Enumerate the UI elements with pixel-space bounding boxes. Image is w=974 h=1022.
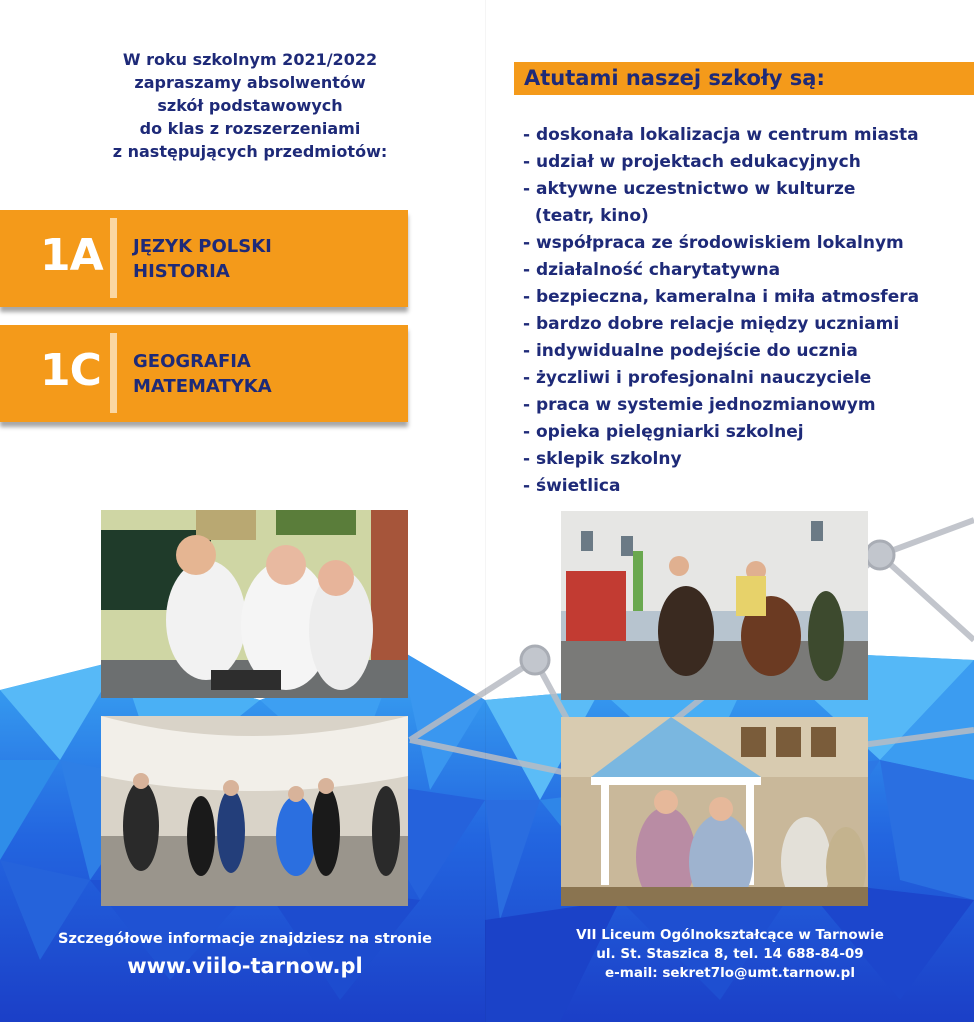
photo-chemistry-lab: [101, 510, 408, 698]
list-item: (teatr, kino): [523, 206, 649, 226]
list-item: - świetlica: [523, 476, 621, 496]
advantages-list: [523, 122, 919, 500]
list-item: - praca w systemie jednozmianowym: [523, 395, 876, 415]
intro-line: do klas z rozszerzeniami: [139, 119, 361, 138]
photo-city-parade: [561, 511, 868, 700]
list-item: - aktywne uczestnictwo w kulturze: [523, 179, 856, 199]
intro-line: szkół podstawowych: [157, 96, 343, 115]
class-code: 1A: [40, 230, 103, 281]
class-1c-box: [0, 325, 408, 422]
list-item: - działalność charytatywna: [523, 260, 781, 280]
class-code: 1C: [40, 345, 101, 396]
list-item: - życzliwi i profesjonalni nauczyciele: [523, 368, 872, 388]
intro-line: z następujących przedmiotów:: [112, 142, 388, 161]
intro-text: [60, 48, 440, 163]
class-subjects: [133, 234, 272, 284]
website-link[interactable]: www.viilo-tarnow.pl: [127, 954, 363, 978]
intro-line: zapraszamy absolwentów: [134, 73, 366, 92]
class-1a-box: [0, 210, 408, 307]
school-name: VII Liceum Ogólnokształcące w Tarnowie: [576, 927, 884, 943]
subject: MATEMATYKA: [133, 376, 272, 397]
list-item: - udział w projektach edukacyjnych: [523, 152, 861, 172]
intro-line: W roku szkolnym 2021/2022: [122, 50, 378, 69]
footer-contact: [500, 926, 960, 983]
list-item: - współpraca ze środowiskiem lokalnym: [523, 233, 904, 253]
photo-school-ball: [101, 716, 408, 906]
subject: GEOGRAFIA: [133, 351, 251, 372]
advantages-title: Atutami naszej szkoły są:: [514, 62, 974, 95]
school-email[interactable]: e-mail: sekret7lo@umt.tarnow.pl: [605, 965, 855, 981]
list-item: - bezpieczna, kameralna i miła atmosfera: [523, 287, 920, 307]
list-item: - opieka pielęgniarki szkolnej: [523, 422, 804, 442]
list-item: - doskonała lokalizacja w centrum miasta: [523, 125, 919, 145]
info-text: Szczegółowe informacje znajdziesz na stronie: [58, 931, 432, 947]
divider-bar: [110, 218, 117, 298]
class-subjects: [133, 349, 272, 399]
list-item: - bardzo dobre relacje między uczniami: [523, 314, 900, 334]
list-item: - sklepik szkolny: [523, 449, 682, 469]
fold-line: [485, 0, 486, 1022]
subject: HISTORIA: [133, 261, 230, 282]
footer-website-info: [20, 928, 470, 982]
subject: JĘZYK POLSKI: [133, 236, 272, 257]
photo-school-theatre: [561, 717, 868, 906]
divider-bar: [110, 333, 117, 413]
list-item: - indywidualne podejście do ucznia: [523, 341, 858, 361]
school-address: ul. St. Staszica 8, tel. 14 688-84-09: [596, 946, 864, 962]
